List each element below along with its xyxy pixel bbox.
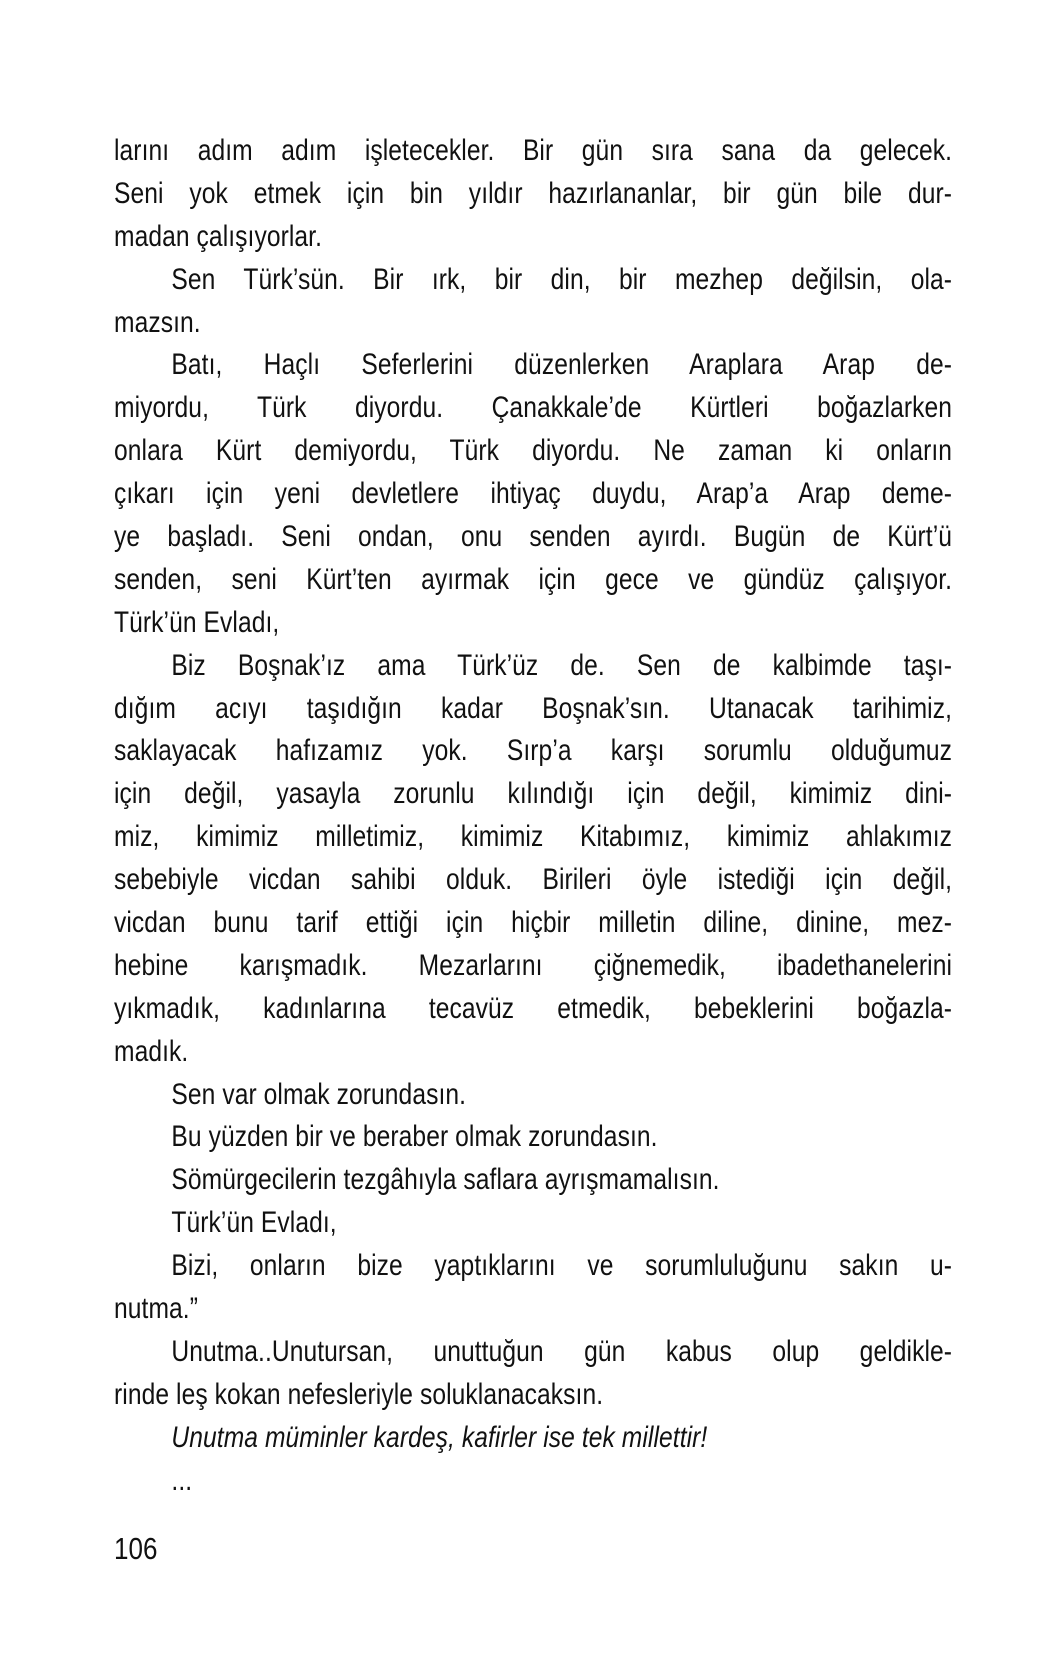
text-line: saklayacak hafızamız yok. Sırp’a karşı sorumlu olduğumuz (114, 734, 953, 768)
text-line: sebebiyle vicdan sahibi olduk. Birileri öyle istediği için değil, (114, 863, 953, 897)
text-line: Unutma müminler kardeş, kafirler ise tek millettir! (171, 1420, 708, 1454)
text-line: dığım acıyı taşıdığın kadar Boşnak’sın. Utanacak tarihimiz, (114, 691, 953, 725)
text-line: çıkarı için yeni devletlere ihtiyaç duydu, Arap’a Arap deme- (114, 477, 953, 511)
text-line: Bizi, onların bize yaptıklarını ve sorumluluğunu sakın u- (171, 1249, 953, 1283)
body-text (114, 130, 952, 1503)
text-line: onlara Kürt demiyordu, Türk diyordu. Ne zaman ki onların (114, 434, 953, 468)
text-line: nutma.” (114, 1292, 198, 1326)
text-line: Biz Boşnak’ız ama Türk’üz de. Sen de kalbimde taşı- (171, 648, 953, 682)
text-line: Seni yok etmek için bin yıldır hazırlananlar, bir gün bile dur- (114, 176, 953, 210)
text-line: Bu yüzden bir ve beraber olmak zorundasın. (171, 1120, 658, 1154)
text-line: için değil, yasayla zorunlu kılındığı için değil, kimimiz dini- (114, 777, 953, 811)
text-line: Sen Türk’sün. Bir ırk, bir din, bir mezhep değilsin, ola- (171, 262, 953, 296)
text-line: miz, kimimiz milletimiz, kimimiz Kitabımız, kimimiz ahlakımız (114, 820, 953, 854)
text-line: miyordu, Türk diyordu. Çanakkale’de Kürtleri boğazlarken (114, 391, 953, 425)
text-line: hebine karışmadık. Mezarlarını çiğnemedik, ibadethanelerini (114, 948, 953, 982)
text-line: ... (171, 1463, 193, 1497)
text-line: rinde leş kokan nefesleriyle soluklanacaksın. (114, 1377, 604, 1411)
text-line: Türk’ün Evladı, (171, 1206, 337, 1240)
text-line: madık. (114, 1034, 189, 1068)
text-line: yıkmadık, kadınlarına tecavüz etmedik, bebeklerini boğazla- (114, 991, 953, 1025)
text-line: mazsın. (114, 305, 201, 339)
text-line: larını adım adım işletecekler. Bir gün sıra sana da gelecek. (114, 134, 953, 167)
text-line: madan çalışıyorlar. (114, 219, 323, 253)
text-line: Sömürgecilerin tezgâhıyla saflara ayrışmamalısın. (171, 1163, 720, 1197)
text-line: ye başladı. Seni ondan, onu senden ayırdı. Bugün de Kürt’ü (114, 520, 953, 554)
text-line: Türk’ün Evladı, (114, 605, 280, 639)
text-line: vicdan bunu tarif ettiği için hiçbir milletin diline, dinine, mez- (114, 906, 953, 940)
text-line: senden, seni Kürt’ten ayırmak için gece ve gündüz çalışıyor. (114, 562, 953, 596)
text-line: Sen var olmak zorundasın. (171, 1077, 467, 1111)
text-line: Batı, Haçlı Seferlerini düzenlerken Araplara Arap de- (171, 348, 953, 382)
text-line: Unutma..Unutursan, unuttuğun gün kabus olup geldikle- (171, 1334, 953, 1368)
page-number: 106 (114, 1531, 158, 1566)
